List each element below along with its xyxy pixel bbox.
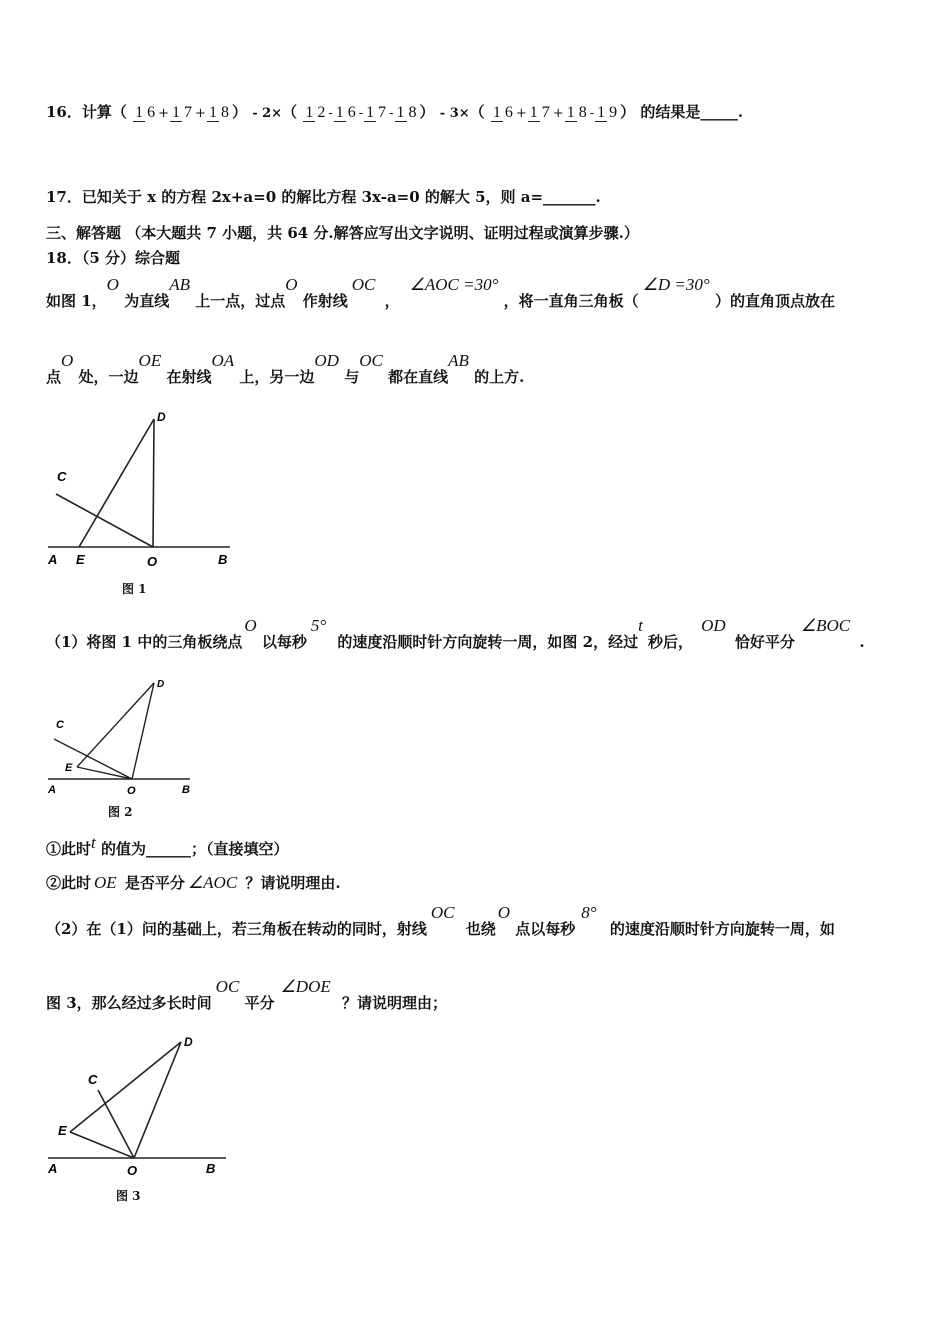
math-O: O xyxy=(497,903,511,922)
q18-sub2: ②此时 OE 是否平分 ∠AOC ？请说明理由. xyxy=(46,873,341,892)
q18-part2-cont: 图 3，那么经过多长时间OC 平分∠DOE ？请说明理由； xyxy=(46,977,447,1012)
math-OC: OC xyxy=(359,351,383,370)
label-D: D xyxy=(157,410,166,424)
q18-part1: （1）将图 1 中的三角板绕点O 以每秒5° 的速度沿顺时针方向旋转一周，如图 2，经过t 秒后，OD 恰好平分∠BOC . xyxy=(46,616,865,651)
label-C: C xyxy=(88,1072,98,1087)
math-angle-DOE: ∠DOE xyxy=(280,977,331,996)
paren-close: ） xyxy=(620,103,636,121)
math-OC: OC xyxy=(215,977,240,996)
figure-2 xyxy=(40,675,200,800)
math-AB: AB xyxy=(169,275,190,294)
q16-prefix: 计算 xyxy=(81,103,112,121)
segment-ED xyxy=(70,1042,181,1132)
fraction: 1 2 xyxy=(305,104,326,121)
fraction: 1 6 xyxy=(335,104,356,121)
q16-mid2: - 3× xyxy=(439,106,470,121)
fraction: 1 8 xyxy=(396,104,417,121)
math-O: O xyxy=(244,616,257,635)
ray-OD xyxy=(134,1042,181,1158)
q16-line: 16．计算（ 1 6 + 1 7 + 1 8 ） - 2×（ 1 2 - 1 6 - 1 7 - 1 8 ） - 3×（ 1 6 + 1 7 + 1 8 - 1 9 ） 的结果是_____. xyxy=(46,103,744,121)
fraction: 1 7 xyxy=(529,104,550,121)
math-t: t xyxy=(91,833,96,852)
label-A: A xyxy=(48,552,58,567)
q18-sub1: ①此时t 的值为______；（直接填空） xyxy=(46,833,289,858)
label-C: C xyxy=(56,719,64,731)
q16-mid1: - 2× xyxy=(252,106,283,121)
paren-close: ） xyxy=(231,103,247,121)
label-D: D xyxy=(157,679,165,690)
label-O: O xyxy=(147,554,158,569)
math-O: O xyxy=(106,275,119,294)
ray-OD xyxy=(153,419,154,547)
label-D: D xyxy=(184,1035,193,1049)
math-t: t xyxy=(638,616,643,635)
fraction: 1 8 xyxy=(566,104,587,121)
label-A: A xyxy=(48,1161,58,1176)
math-OD: OD xyxy=(314,351,339,370)
math-OD: OD xyxy=(701,616,726,635)
math-O: O xyxy=(61,351,74,370)
fraction: 1 8 xyxy=(208,104,229,121)
label-B: B xyxy=(206,1161,216,1176)
fraction: 1 7 xyxy=(172,104,193,121)
paren-open: （ xyxy=(282,103,298,121)
figure-3 xyxy=(40,1032,240,1182)
figure-2-caption: 图 2 xyxy=(108,805,133,819)
math-angle-BOC: ∠BOC xyxy=(800,616,851,635)
math-O: O xyxy=(285,275,298,294)
math-angle-AOC: ∠AOC xyxy=(187,873,238,892)
label-A: A xyxy=(48,784,56,796)
q16-number: 16． xyxy=(46,103,82,121)
figure-3-caption: 图 3 xyxy=(116,1189,141,1203)
fraction: 1 6 xyxy=(135,104,156,121)
math-angle-D: ∠D =30° xyxy=(642,275,710,294)
q18-part2: （2）在（1）问的基础上，若三角板在转动的同时，射线OC 也绕O 点以每秒8° 的速度沿顺时针方向旋转一周，如 xyxy=(46,903,835,938)
math-AB: AB xyxy=(448,351,469,370)
fraction: 1 7 xyxy=(366,104,387,121)
math-OE: OE xyxy=(94,873,117,892)
ray-OD xyxy=(132,683,154,779)
segment-ED xyxy=(77,683,154,767)
q18-line1: 如图 1，O 为直线AB 上一点，过点O 作射线OC ，∠AOC =30° ，将一直角三角板（∠D =30° ）的直角顶点放在 xyxy=(46,275,835,310)
math-OC: OC xyxy=(351,275,376,294)
math-angle-AOC: ∠AOC =30° xyxy=(409,275,499,294)
ray-OC xyxy=(98,1090,134,1158)
segment-OE xyxy=(70,1132,134,1158)
section-header: 三、解答题 （本大题共 7 小题，共 64 分.解答应写出文字说明、证明过程或演算步骤.） xyxy=(46,224,639,242)
q18-line2: 点O 处，一边OE 在射线OA 上，另一边OD 与OC 都在直线AB 的上方. xyxy=(46,351,525,386)
q18-header: 18．（5 分）综合题 xyxy=(46,249,181,267)
segment-OE xyxy=(77,767,132,779)
math-8deg: 8° xyxy=(581,903,597,922)
paren-open: （ xyxy=(469,103,485,121)
math-OE: OE xyxy=(138,351,162,370)
math-5deg: 5° xyxy=(310,616,327,635)
label-E: E xyxy=(58,1123,67,1138)
paren-open: （ xyxy=(111,103,127,121)
paren-close: ） xyxy=(419,103,435,121)
label-B: B xyxy=(218,552,228,567)
fraction: 1 6 xyxy=(492,104,513,121)
label-E: E xyxy=(76,552,85,567)
label-O: O xyxy=(127,1163,138,1178)
figure-1-caption: 图 1 xyxy=(122,582,147,596)
q17-line: 17．已知关于 x 的方程 2x+a=0 的解比方程 3x-a=0 的解大 5，则 a=_______. xyxy=(46,188,601,206)
math-OC: OC xyxy=(430,903,455,922)
label-O: O xyxy=(127,785,136,797)
figure-1 xyxy=(40,405,240,575)
math-OA: OA xyxy=(211,351,235,370)
label-C: C xyxy=(57,469,67,484)
fraction: 1 9 xyxy=(597,104,618,121)
q16-suffix: 的结果是_____. xyxy=(640,103,744,121)
label-B: B xyxy=(182,784,190,796)
label-E: E xyxy=(65,762,73,774)
